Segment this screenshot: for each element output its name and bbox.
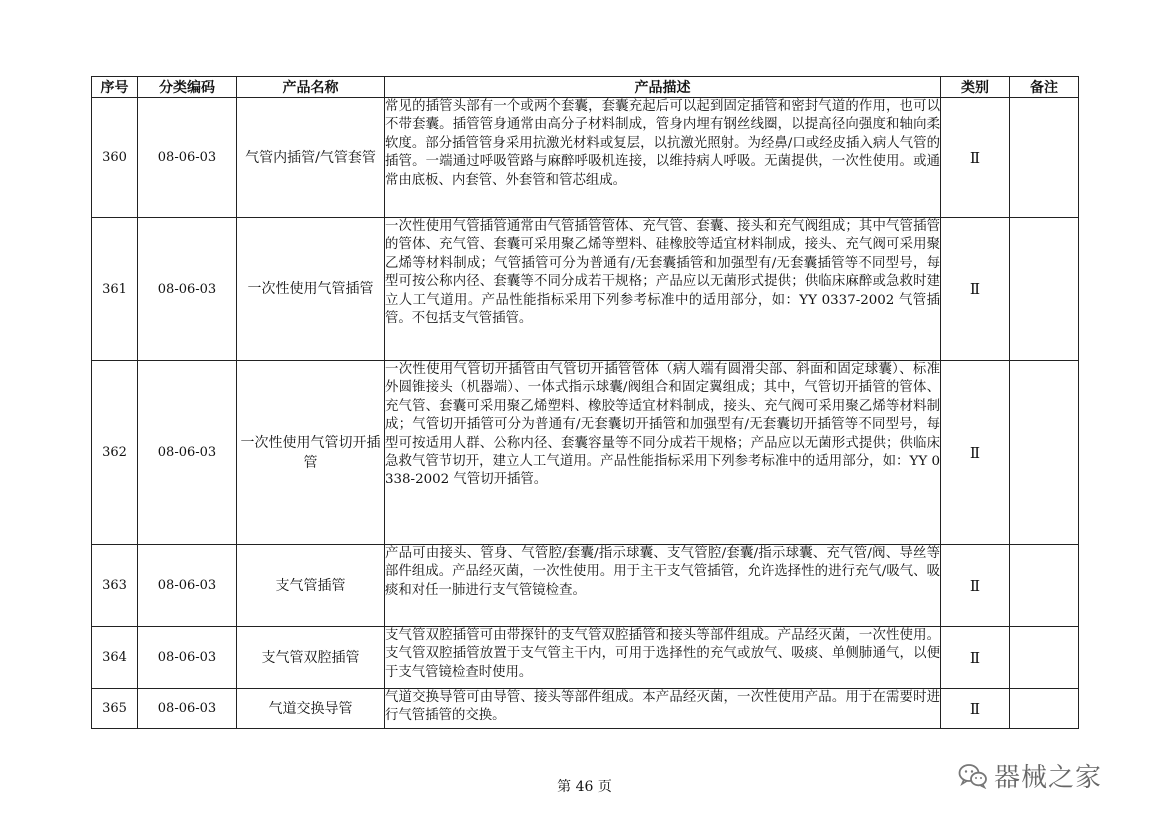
row-class: Ⅱ [941, 689, 1010, 729]
row-name: 一次性使用气管切开插管 [237, 361, 385, 545]
table-row [92, 627, 1079, 689]
row-note [1010, 545, 1079, 627]
row-desc: 一次性使用气管插管通常由气管插管管体、充气管、套囊、接头和充气阀组成；其中气管插管的管体、充气管、套囊可采用聚乙烯等塑料、硅橡胶等适宜材料制成，接头、充气阀可采用聚乙烯等材料制成；气管插管可分为普通有/无套囊插管和加强型有/无套囊插管等不同型号，每型可按公称内径、套囊等不同分成若干规格；产品应以无菌形式提供；供临床麻醉或急救时建立人工气道用。产品性能指标采用下列参考标准中的适用部分，如：YY 0337-2002 气管插管。不包括支气管插管。 [385, 218, 941, 361]
row-no: 361 [92, 218, 138, 361]
row-no: 363 [92, 545, 138, 627]
header-no: 序号 [92, 77, 138, 98]
row-desc: 一次性使用气管切开插管由气管切开插管管体（病人端有圆滑尖部、斜面和固定球囊）、标准外圆锥接头（机器端）、一体式指示球囊/阀组合和固定翼组成；其中，气管切开插管的管体、充气管、套囊可采用聚乙烯塑料、橡胶等适宜材料制成，接头、充气阀可采用聚乙烯等材料制成；气管切开插管可分为普通有/无套囊切开插管和加强型有/无套囊切开插管等不同型号，每型可按适用人群、公称内径、套囊容量等不同分成若干规格；产品应以无菌形式提供；供临床急救气管节切开，建立人工气道用。产品性能指标采用下列参考标准中的适用部分，如：YY 0338-2002 气管切开插管。 [385, 361, 941, 545]
header-name: 产品名称 [237, 77, 385, 98]
row-note [1010, 627, 1079, 689]
row-name: 气管内插管/气管套管 [237, 98, 385, 218]
header-code: 分类编码 [138, 77, 237, 98]
row-class: Ⅱ [941, 361, 1010, 545]
table-row [92, 545, 1079, 627]
row-code: 08-06-03 [138, 218, 237, 361]
row-code: 08-06-03 [138, 98, 237, 218]
row-class: Ⅱ [941, 98, 1010, 218]
row-class: Ⅱ [941, 627, 1010, 689]
row-class: Ⅱ [941, 545, 1010, 627]
row-desc: 产品可由接头、管身、气管腔/套囊/指示球囊、支气管腔/套囊/指示球囊、充气管/阀、导丝等部件组成。产品经灭菌，一次性使用。用于主干支气管插管，允许选择性的进行充气/吸气、吸痰和对任一肺进行支气管镜检查。 [385, 545, 941, 627]
row-desc: 支气管双腔插管可由带探针的支气管双腔插管和接头等部件组成。产品经灭菌，一次性使用。支气管双腔插管放置于支气管主干内，可用于选择性的充气或放气、吸痰、单侧肺通气，以便于支气管镜检查时使用。 [385, 627, 941, 689]
row-desc: 气道交换导管可由导管、接头等部件组成。本产品经灭菌，一次性使用产品。用于在需要时进行气管插管的交换。 [385, 689, 941, 729]
row-code: 08-06-03 [138, 627, 237, 689]
watermark-text: 器械之家 [994, 763, 1103, 793]
table-row [92, 98, 1079, 218]
row-no: 364 [92, 627, 138, 689]
row-no: 362 [92, 361, 138, 545]
row-note [1010, 218, 1079, 361]
row-name: 支气管双腔插管 [237, 627, 385, 689]
row-code: 08-06-03 [138, 361, 237, 545]
row-no: 365 [92, 689, 138, 729]
row-name: 一次性使用气管插管 [237, 218, 385, 361]
header-desc: 产品描述 [385, 77, 941, 98]
header-class: 类别 [941, 77, 1010, 98]
table-row [92, 218, 1079, 361]
header-row [92, 77, 1079, 98]
row-desc: 常见的插管头部有一个或两个套囊，套囊充起后可以起到固定插管和密封气道的作用，也可以不带套囊。插管管身通常由高分子材料制成，管身内埋有钢丝线圈，以提高径向强度和轴向柔软度。部分插管管身采用抗激光材料或复层，以抗激光照射。为经鼻/口或经皮插入病人气管的插管。一端通过呼吸管路与麻醉呼吸机连接，以维持病人呼吸。无菌提供，一次性使用。或通常由底板、内套管、外套管和管芯组成。 [385, 98, 941, 218]
table-row [92, 689, 1079, 729]
header-note: 备注 [1010, 77, 1079, 98]
row-note [1010, 689, 1079, 729]
row-code: 08-06-03 [138, 689, 237, 729]
catalog-table [91, 76, 1079, 729]
row-note [1010, 98, 1079, 218]
row-note [1010, 361, 1079, 545]
row-class: Ⅱ [941, 218, 1010, 361]
row-name: 支气管插管 [237, 545, 385, 627]
table-row [92, 361, 1079, 545]
row-no: 360 [92, 98, 138, 218]
row-code: 08-06-03 [138, 545, 237, 627]
page-number: 第 46 页 [557, 779, 612, 795]
row-name: 气道交换导管 [237, 689, 385, 729]
